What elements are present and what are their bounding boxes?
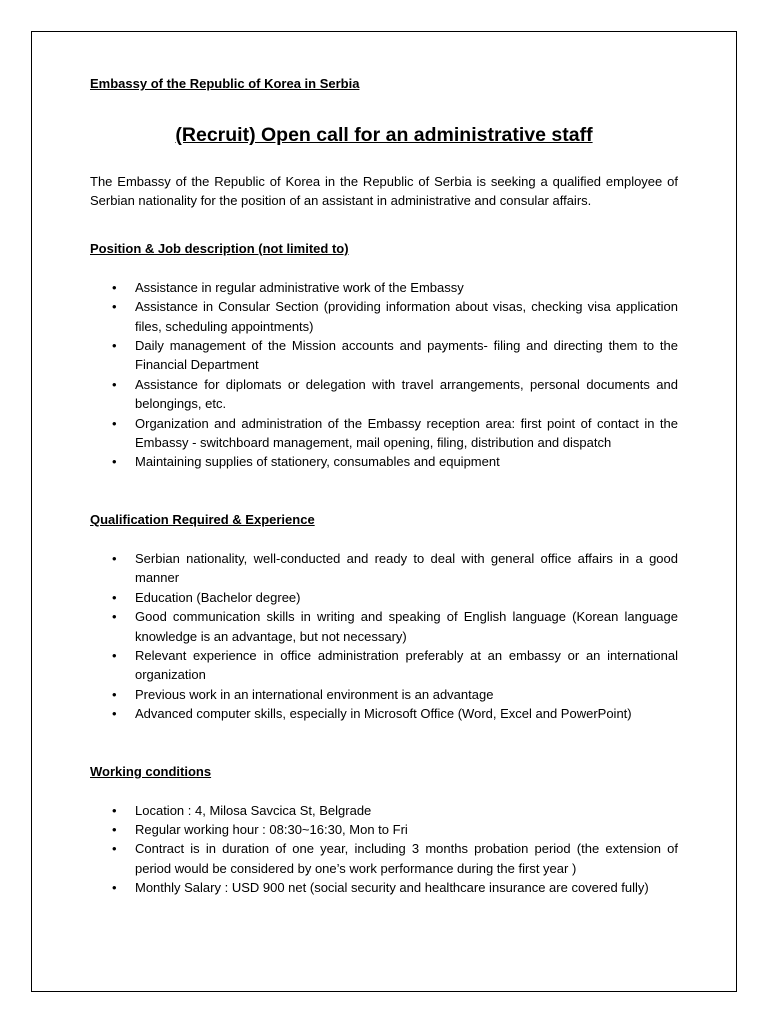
list-item: • Monthly Salary : USD 900 net (social security and healthcare insurance are covered fully) (90, 878, 678, 897)
list-item: • Location : 4, Milosa Savcica St, Belgrade (90, 801, 678, 820)
bullet-icon: • (112, 338, 117, 354)
bullet-icon: • (112, 821, 117, 837)
list-item: • Education (Bachelor degree) (90, 588, 678, 607)
bullet-icon: • (112, 609, 117, 625)
intro-paragraph: The Embassy of the Republic of Korea in the Republic of Serbia is seeking a qualified employee of Serbian nationality for the position of an assistant in administrative and consular affairs. (90, 174, 678, 209)
bullet-icon: • (112, 686, 117, 702)
document-body (90, 74, 678, 898)
list-item: • Advanced computer skills, especially in Microsoft Office (Word, Excel and PowerPoint) (90, 704, 678, 723)
list-item: • Good communication skills in writing and speaking of English language (Korean language knowledge is an advantage, but not necessary) (112, 609, 678, 644)
list-item: • Daily management of the Mission accounts and payments- filing and directing them to the Financial Department (112, 338, 678, 373)
list-item: • Maintaining supplies of stationery, consumables and equipment (90, 452, 678, 471)
list-item: • Serbian nationality, well-conducted and ready to deal with general office affairs in a good manner (112, 550, 678, 586)
list-item: • Regular working hour : 08:30~16:30, Mon to Fri (90, 820, 678, 839)
bullet-icon: • (112, 299, 117, 315)
bullet-icon: • (112, 376, 117, 392)
list-item: • Assistance for diplomats or delegation with travel arrangements, personal documents and belongings, etc. (112, 376, 678, 412)
list-item: • Assistance in regular administrative work of the Embassy (90, 278, 678, 297)
bullet-icon: • (112, 841, 117, 857)
bullet-icon: • (112, 802, 117, 818)
bullet-icon: • (112, 454, 117, 470)
bullet-icon: • (112, 706, 117, 722)
bullet-icon: • (112, 589, 117, 605)
bullet-icon: • (112, 415, 117, 431)
section-heading-qualifications: Qualification Required & Experience (90, 511, 315, 527)
list-item: • Organization and administration of the Embassy reception area: first point of contact in the Embassy - switchboard management, mail opening, filing, distribution and dispatch (112, 415, 678, 451)
job-description-list (90, 278, 678, 472)
bullet-icon: • (112, 550, 117, 566)
list-item: • Contract is in duration of one year, including 3 months probation period (the extension of period would be considered by one’s work performance during the first year ) (112, 841, 678, 876)
section-heading-job-description: Position & Job description (not limited to) (90, 240, 349, 256)
bullet-icon: • (112, 880, 117, 896)
bullet-icon: • (112, 279, 117, 295)
list-item: • Relevant experience in office administration preferably at an embassy or an international organization (112, 647, 678, 683)
organization-name: Embassy of the Republic of Korea in Serbia (90, 76, 360, 91)
bullet-icon: • (112, 647, 117, 663)
qualifications-list (90, 549, 678, 724)
page-title: (Recruit) Open call for an administrative staff (175, 124, 593, 146)
working-conditions-list (90, 801, 678, 898)
list-item: • Assistance in Consular Section (providing information about visas, checking visa application files, scheduling appointments) (112, 299, 678, 334)
list-item: • Previous work in an international environment is an advantage (90, 685, 678, 704)
section-heading-working-conditions: Working conditions (90, 763, 212, 779)
